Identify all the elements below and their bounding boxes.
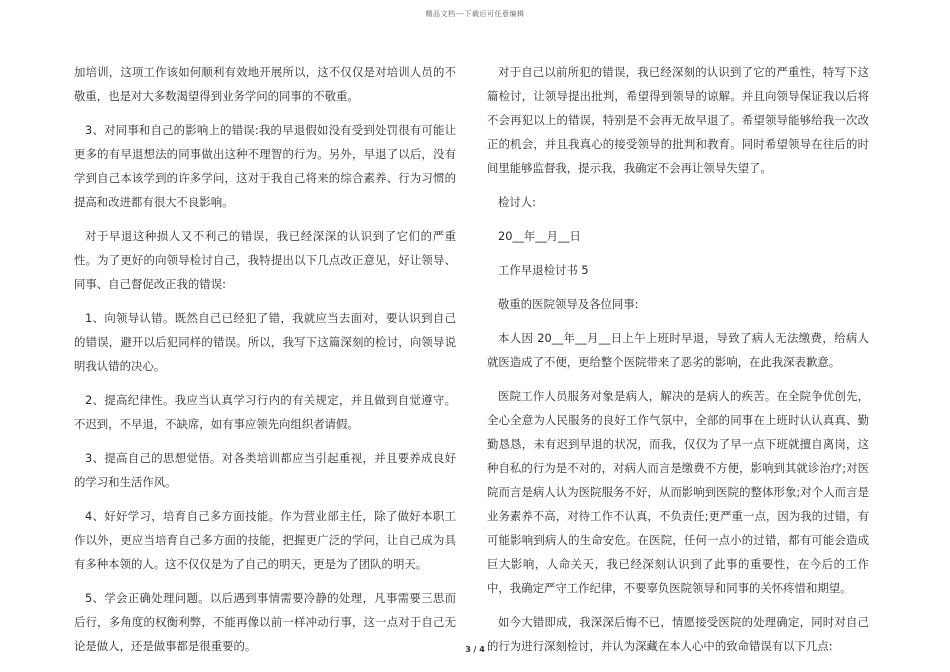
paragraph: 加培训，这项工作该如何顺利有效地开展所以，这不仅仅是对培训人员的不敬重，也是对大多数渴望得到业务学问的同事的不敬重。 [74,65,456,103]
paragraph: 2、提高纪律性。我应当认真学习行内的有关规定，并且做到自觉遵守。不迟到，不早退，不缺席，如有事应领先向组织者请假。 [74,393,456,431]
signature-label: 检讨人: [498,195,537,209]
paragraph: 3、对同事和自己的影响上的错误:我的早退假如没有受到处罚很有可能让更多的有早退想法的同事做出这种不理智的行为。另外，早退了以后，没有学到自己本该学到的许多学问，这对于我自己将来的综合素养、行为习惯的提高和改进都有很大不良影响。 [74,123,456,209]
paragraph: 对于自己以前所犯的错误，我已经深刻的认识到了它的严重性，特写下这篇检讨，让领导提出批判，希望得到领导的谅解。并且向领导保证我以后将不会再犯以上的错误，特别是不会再无故早退了。希望领导能够给我一次改正的机会，并且我真心的接受领导的批判和教育。同时希望领导在往后的时间里能够监督我，提示我，我确定不会再让领导失望了。 [487,65,869,175]
left-column [74,60,456,668]
paragraph: 本人因 20__年__月__日上午上班时早退，导致了病人无法缴费，给病人就医造成了不便，更给整个医院带来了恶劣的影响，在此我深表歉意。 [487,331,869,369]
paragraph: 医院工作人员服务对象是病人，解决的是病人的疾苦。在全院争优创先，全心全意为人民服务的良好工作气氛中，全部的同事在上班时认认真真、勤勤恳恳，未有迟到早退的状况，而我，仅仅为了早一点下班就擅自离岗，这种自私的行为是不对的，对病人而言是缴费不方便，影响到其就诊治疗;对医院而言是病人认为医院服务不好，从而影响到医院的整体形象;对个人而言是业务素养不高，对待工作不认真，不负责任;更严重一点，因为我的过错，有可能影响到病人的生命安危。在医院，任何一点小的过错，都有可能会造成巨大影响，人命关天，我已经深刻认识到了此事的重要性，在今后的工作中，我确定严守工作纪律，不要辜负医院领导和同事的关怀疼惜和期望。 [487,389,869,595]
page-header: 精品文档---下载后可任意编辑 [425,10,525,18]
paragraph: 1、向领导认错。既然自己已经犯了错，我就应当去面对，要认识到自己的错误，避开以后犯同样的错误。所以，我写下这篇深刻的检讨，向领导说明我认错的决心。 [74,311,456,373]
salutation: 敬重的医院领导及各位同事: [498,297,639,311]
paragraph: 如今大错即成，我深深后悔不已，情愿接受医院的处理确定，同时对自己的行为进行深刻检讨，并认为深藏在本人心中的致命错误有以下几点: [487,615,869,653]
paragraph: 4、好好学习，培育自己多方面技能。作为营业部主任，除了做好本职工作以外，更应当培育自己多方面的技能，把握更广泛的学问，让自己成为具有多种本领的人。这不仅仅是为了自己的明天，更是为了团队的明天。 [74,509,456,571]
page-number: 3 / 4 [465,645,485,654]
section-title: 工作早退检讨书 5 [498,263,589,277]
right-column [487,60,869,668]
date-line: 20__年__月__日 [498,229,581,243]
paragraph: 5、学会正确处理问题。以后遇到事情需要冷静的处理，凡事需要三思而后行，多角度的权衡利弊，不能再像以前一样冲动行事，这一点对于自己无论是做人，还是做事都是很重要的。 [74,591,456,653]
paragraph: 3、提高自己的思想觉悟。对各类培训都应当引起重视，并且要养成良好的学习和生活作风。 [74,451,456,489]
paragraph: 对于早退这种损人又不利己的错误，我已经深深的认识到了它们的严重性。为了更好的向领导检讨自己，我特提出以下几点改正意见，好让领导、同事、自己督促改正我的错误: [74,229,456,291]
